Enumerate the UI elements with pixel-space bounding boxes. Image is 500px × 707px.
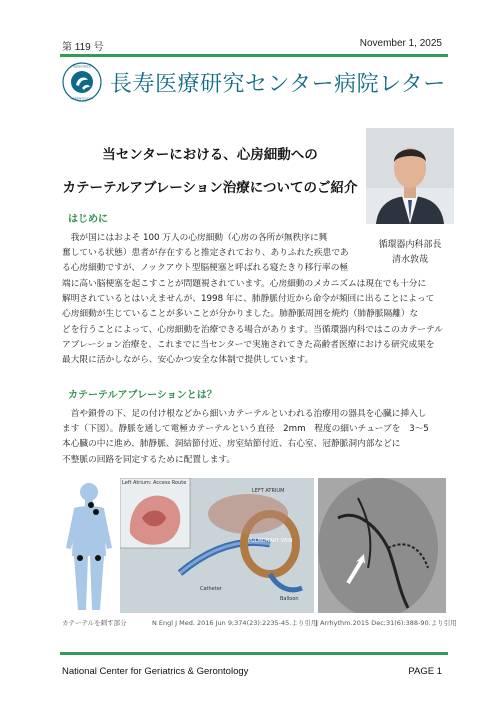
diagram-label: PULMONARY VEIN <box>248 538 293 544</box>
svg-text:GERIATRICS: GERIATRICS <box>73 64 91 69</box>
fluoroscopy-image-figure <box>318 478 446 613</box>
author-name: 清水敦哉 <box>391 255 428 265</box>
intro-line: 最大限に活かしながら、安心かつ安全な体制で提供しています。 <box>62 355 314 366</box>
ablation-line: 不整脈の回路を同定するために配置します。 <box>62 454 236 465</box>
diagram-label: LEFT ATRIUM <box>252 488 285 494</box>
intro-heading: はじめに <box>68 214 108 225</box>
intro-line: 端に高い脳梗塞を起こすことが問題視されています。心房細動のメカニズムは現在でも十分に <box>62 279 427 289</box>
diagram-label: Left Atrium: Access Route <box>122 480 187 486</box>
article-title-line1: 当センターにおける、心房細動への <box>102 147 318 163</box>
body-diagram-caption: カテーテルを刺す部分 <box>62 619 127 627</box>
intro-line: どを行うことによって、心房細動を治療できる場合があります。当循環器内科ではこのカテーテル <box>62 324 443 335</box>
intro-line: る心房細動ですが、ノックアウト型脳梗塞と呼ばれる寝たきり移行率の極 <box>62 263 349 274</box>
ablation-paragraph <box>62 407 446 468</box>
intro-line: 我が国にはおよそ 100 万人の心房細動（心房の各所が無秩序に興 <box>70 233 328 243</box>
page-number: PAGE 1 <box>408 666 442 677</box>
intro-line: 奮している状態）患者が存在すると推定されており、ありふれた疾患であ <box>62 248 349 259</box>
article-title-line2: カテーテルアブレーション治療についてのご紹介 <box>62 180 358 196</box>
diagram-label: Catheter <box>200 586 222 592</box>
intro-line: アブレーション治療を、これまでに当センターで実施されてきた高齢者医療における研究成果を <box>62 339 435 350</box>
ablation-heading: カテーテルアブレーションとは？ <box>68 390 217 401</box>
newsletter-title: 長寿医療研究センター病院レター <box>110 72 446 97</box>
intro-line: 心房細動が生じていることが多いことが分かりました。肺静脈周囲を焼灼（肺静脈隔離）な <box>62 309 419 320</box>
body-diagram-figure <box>62 478 116 613</box>
fluoroscopy-citation: J Arrhythm.2015 Dec;31(6):388-90.より引用 <box>316 619 457 627</box>
issue-date: November 1, 2025 <box>359 38 442 49</box>
ablation-line: 本心臓の中に進め、肺静脈、洞結節付近、房室結節付近、右心室、冠静脈洞内部などに <box>62 439 401 450</box>
svg-text:GERONTOLOGY: GERONTOLOGY <box>70 96 94 101</box>
ablation-line: 首や鎖骨の下、足の付け根などから細いカテーテルといわれる治療用の器具を心臓に挿入し <box>70 409 427 419</box>
intro-line: 解明されているとはいえませんが、1998 年に、肺静脈付近から命令が頻回に出ることによって <box>62 294 435 305</box>
catheter-illustration-figure <box>120 478 314 613</box>
footer-organization: National Center for Geriatrics & Gerontology <box>62 666 249 677</box>
illustration-citation: N Engl J Med. 2016 Jun 9;374(23):2235-45.より引用 <box>152 619 318 627</box>
footer-rule <box>60 652 448 655</box>
author-photo <box>366 128 454 224</box>
author-department: 循環器内科部長 <box>378 240 442 250</box>
intro-block-bottom <box>62 277 446 368</box>
diagram-label: Balloon <box>280 596 299 602</box>
center-logo-icon <box>62 62 102 102</box>
header-rule <box>60 54 448 57</box>
ablation-line: ます（下図）。静脈を通して電極カテーテルという直径 2mm 程度の細いチューブを 3～5 <box>62 424 429 435</box>
intro-block-top <box>62 231 362 277</box>
issue-number: 第 119 号 <box>62 42 104 53</box>
